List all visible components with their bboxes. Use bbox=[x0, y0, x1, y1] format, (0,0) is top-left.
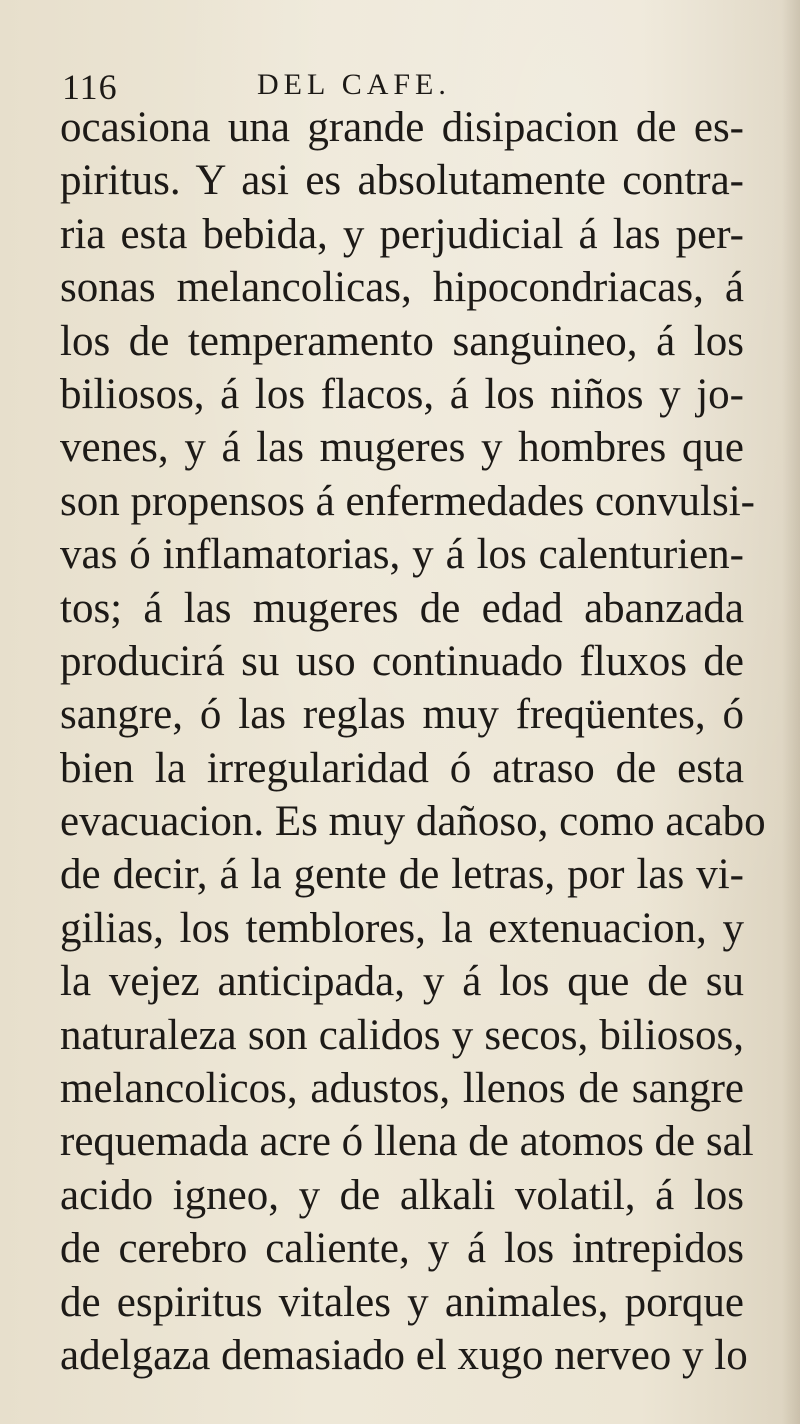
text-line: producirá su uso continuado fluxos de bbox=[60, 637, 744, 685]
text-line: venes, y á las mugeres y hombres que bbox=[60, 424, 744, 472]
page-number: 116 bbox=[62, 67, 118, 107]
text-line: de espiritus vitales y animales, porque bbox=[60, 1278, 744, 1326]
text-line: de decir, á la gente de letras, por las vi- bbox=[60, 851, 744, 899]
page-edge-shadow bbox=[782, 0, 800, 1424]
text-line: tos; á las mugeres de edad abanzada bbox=[60, 584, 744, 632]
text-line: la vejez anticipada, y á los que de su bbox=[60, 958, 744, 1006]
text-line: evacuacion. Es muy dañoso, como acabo bbox=[60, 798, 766, 846]
text-line: bien la irregularidad ó atraso de esta bbox=[60, 744, 744, 792]
text-line: ocasiona una grande disipacion de es- bbox=[60, 104, 744, 151]
text-line: de cerebro caliente, y á los intrepidos bbox=[60, 1225, 744, 1273]
text-line: biliosos, á los flacos, á los niños y jo- bbox=[60, 370, 744, 418]
text-line: son propensos á enfermedades convulsi- bbox=[60, 477, 755, 525]
text-line: gilias, los temblores, la extenuacion, y bbox=[60, 904, 744, 952]
body-text bbox=[60, 101, 766, 1382]
text-line: requemada acre ó llena de atomos de sal bbox=[60, 1118, 754, 1166]
text-line: naturaleza son calidos y secos, biliosos, bbox=[60, 1011, 744, 1059]
running-head: DEL CAFE. bbox=[257, 68, 451, 101]
text-line: los de temperamento sanguineo, á los bbox=[60, 317, 744, 365]
text-line: melancolicos, adustos, llenos de sangre bbox=[60, 1065, 744, 1113]
text-line: sangre, ó las reglas muy freqüentes, ó bbox=[60, 691, 744, 739]
text-line: sonas melancolicas, hipocondriacas, á bbox=[60, 264, 744, 312]
text-line: piritus. Y asi es absolutamente contra- bbox=[60, 157, 744, 205]
text-line: vas ó inflamatorias, y á los calenturien- bbox=[60, 531, 744, 579]
text-line: acido igneo, y de alkali volatil, á los bbox=[60, 1171, 744, 1219]
page-header bbox=[60, 60, 740, 107]
text-line: adelgaza demasiado el xugo nerveo y lo bbox=[60, 1331, 748, 1379]
text-line: ria esta bebida, y perjudicial á las per- bbox=[60, 210, 744, 258]
